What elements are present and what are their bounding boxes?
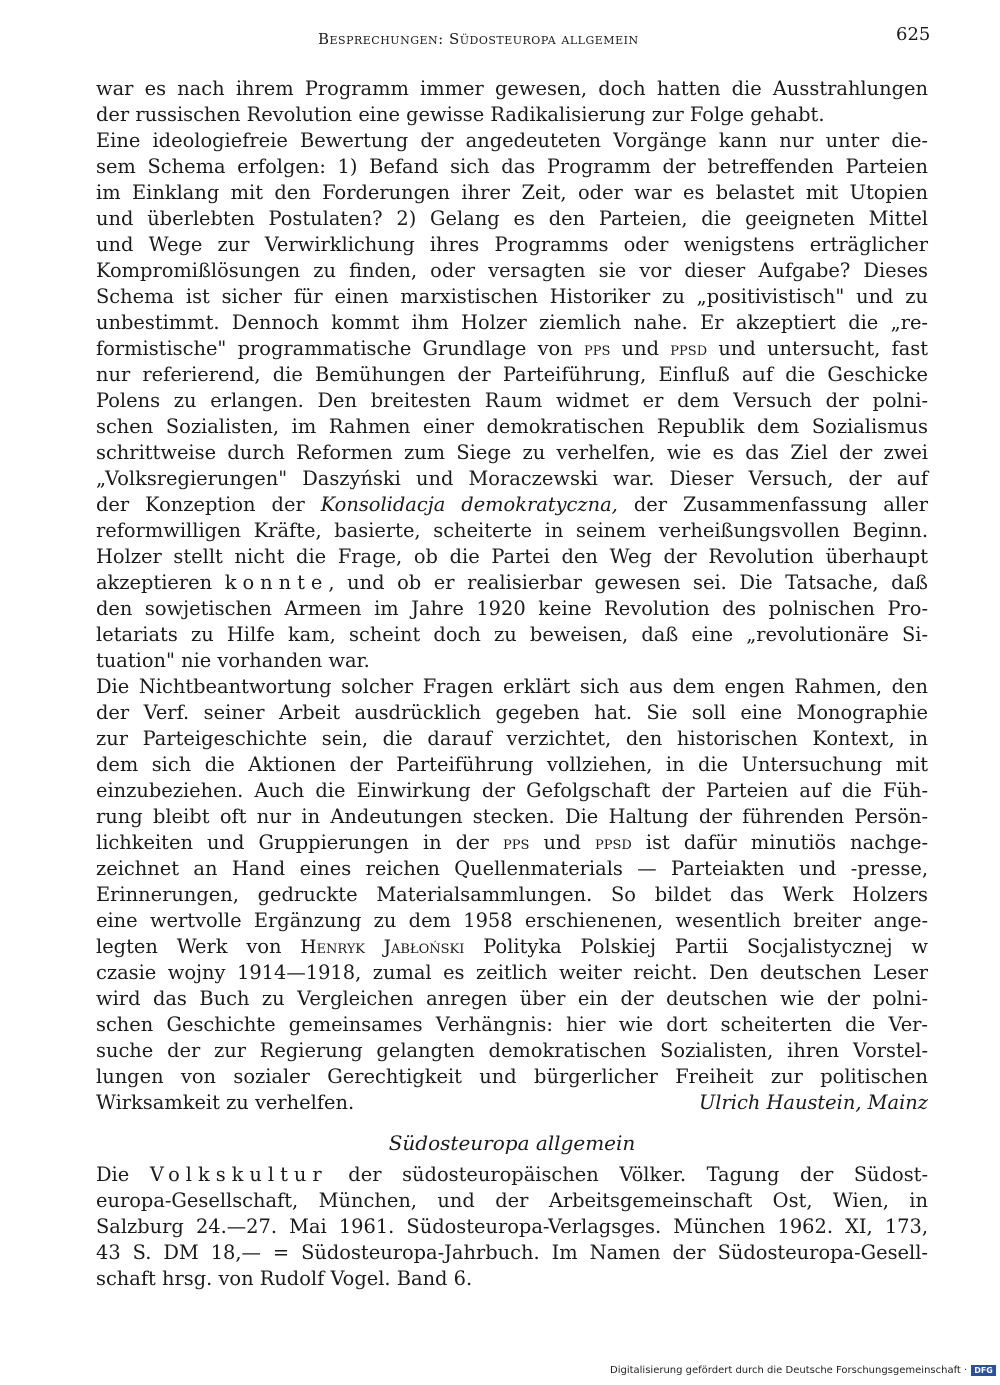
reviewer-signature: Ulrich Haustein, Mainz <box>698 1091 928 1114</box>
abbreviation-ppsd: ppsd <box>670 339 708 360</box>
text-fragment: Polityka Polskiej Partii Socjalistycznej w <box>464 935 928 958</box>
text-line: Wirksamkeit zu verhelfen. <box>96 1091 355 1114</box>
text-line: der russischen Revolution eine gewisse Radikalisierung zur Folge gehabt. <box>96 103 825 126</box>
text-line: zeichnet an Hand eines reichen Quellenmaterials — Parteiakten und -presse, <box>96 857 928 880</box>
text-fragment: der Konzeption der <box>96 493 321 516</box>
text-fragment: der Zusammenfassung aller <box>617 493 928 516</box>
paragraph-4 <box>96 1162 928 1292</box>
text-fragment: ist dafür minutiös nachge- <box>631 831 928 854</box>
abbreviation-ppsd: ppsd <box>594 833 632 854</box>
text-line: schrittweise durch Reformen zum Siege zu verhelfen, wie es das Ziel der zwei <box>96 441 928 464</box>
text-line: suche der zur Regierung gelangten demokratischen Sozialisten, ihren Vorstel- <box>96 1039 928 1062</box>
paragraph-3 <box>96 674 928 1116</box>
text-fragment: und untersucht, fast <box>707 337 929 360</box>
text-line: tuation" nie vorhanden war. <box>96 649 370 672</box>
text-fragment: der südosteuropäischen Völker. Tagung der Südost- <box>327 1163 929 1186</box>
text-line: reformwilligen Kräfte, basierte, scheiterte in seinem verheißungsvollen Beginn. <box>96 519 928 542</box>
text-line: und überlebten Postulaten? 2) Gelang es den Parteien, die geeigneten Mittel <box>96 207 928 230</box>
text-line: dem sich die Aktionen der Parteiführung vollziehen, in die Untersuchung mit <box>96 753 928 776</box>
page-header <box>0 24 1000 54</box>
text-line: Die Nichtbeantwortung solcher Fragen erklärt sich aus dem engen Rahmen, den <box>96 675 928 698</box>
text-line: Holzer stellt nicht die Frage, ob die Partei den Weg der Revolution überhaupt <box>96 545 928 568</box>
text-line: Salzburg 24.—27. Mai 1961. Südosteuropa-Verlagsges. München 1962. XI, 173, <box>96 1215 928 1238</box>
text-line <box>96 934 928 960</box>
text-line: schen Sozialisten, im Rahmen einer demokratischen Republik dem Sozialismus <box>96 415 928 438</box>
text-line <box>96 1162 928 1188</box>
text-line: 43 S. DM 18,— = Südosteuropa-Jahrbuch. Im Namen der Südosteuropa-Gesell- <box>96 1241 928 1264</box>
text-line: schaft hrsg. von Rudolf Vogel. Band 6. <box>96 1267 473 1290</box>
text-fragment: , und ob er realisierbar gewesen sei. Die Tatsache, daß <box>328 571 929 594</box>
text-line <box>96 570 928 596</box>
footer-text: Digitalisierung gefördert durch die Deutsche Forschungsgemeinschaft · <box>610 1365 968 1376</box>
signature-line <box>96 1090 928 1116</box>
text-line <box>96 336 928 362</box>
text-line: Polens zu erlangen. Den breitesten Raum widmet er dem Versuch der polni- <box>96 389 928 412</box>
text-line: einzubeziehen. Auch die Einwirkung der Gefolgschaft der Parteien auf die Füh- <box>96 779 928 802</box>
text-line: schen Geschichte gemeinsames Verhängnis: hier wie dort scheiterten die Ver- <box>96 1013 928 1036</box>
text-fragment: und <box>529 831 595 854</box>
text-fragment: legten Werk von <box>96 935 301 958</box>
running-head: Besprechungen: Südosteuropa allgemein <box>318 30 639 48</box>
text-line: und Wege zur Verwirklichung ihres Programms oder wenigstens erträglicher <box>96 233 928 256</box>
article-body <box>96 76 928 1292</box>
abbreviation-pps: pps <box>583 339 611 360</box>
text-fragment: Die <box>96 1163 150 1186</box>
paragraph-2 <box>96 128 928 674</box>
text-line: rung bleibt oft nur in Andeutungen stecken. Die Haltung der führenden Persön- <box>96 805 928 828</box>
text-line: unbestimmt. Dennoch kommt ihm Holzer ziemlich nahe. Er akzeptiert die „re- <box>96 311 928 334</box>
text-line <box>96 830 928 856</box>
text-line: Eine ideologiefreie Bewertung der angedeuteten Vorgänge kann nur unter die- <box>96 129 928 152</box>
dfg-logo-icon: DFG <box>971 1365 996 1376</box>
text-line: Kompromißlösungen zu finden, oder versagten sie vor dieser Aufgabe? Dieses <box>96 259 928 282</box>
author-name: Henryk Jabłoński <box>300 937 465 958</box>
text-line: zur Parteigeschichte sein, die darauf verzichtet, den historischen Kontext, in <box>96 727 928 750</box>
text-line: „Volksregierungen" Daszyński und Moraczewski war. Dieser Versuch, der auf <box>96 467 928 490</box>
spaced-emphasis: konnte <box>224 571 329 594</box>
text-line <box>96 492 928 518</box>
text-line: wird das Buch zu Vergleichen anregen über ein der deutschen wie der polni- <box>96 987 928 1010</box>
text-line: war es nach ihrem Programm immer gewesen, doch hatten die Ausstrahlungen <box>96 77 928 100</box>
text-line: europa-Gesellschaft, München, und der Arbeitsgemeinschaft Ost, Wien, in <box>96 1189 928 1212</box>
text-fragment: und <box>610 337 671 360</box>
text-line: sem Schema erfolgen: 1) Befand sich das Programm der betreffenden Parteien <box>96 155 928 178</box>
text-line: eine wertvolle Ergänzung zu dem 1958 erschienenen, wesentlich breiter ange- <box>96 909 928 932</box>
section-title: Südosteuropa allgemein <box>388 1131 636 1155</box>
text-line: Schema ist sicher für einen marxistischen Historiker zu „positivistisch" und zu <box>96 285 928 308</box>
page-number: 625 <box>896 24 931 45</box>
text-line: czasie wojny 1914—1918, zumal es zeitlich weiter reicht. Den deutschen Leser <box>96 961 928 984</box>
text-line: der Verf. seiner Arbeit ausdrücklich gegeben hat. Sie soll eine Monographie <box>96 701 928 724</box>
text-line: Erinnerungen, gedruckte Materialsammlungen. So bildet das Werk Holzers <box>96 883 928 906</box>
text-line: im Einklang mit den Forderungen ihrer Zeit, oder war es belastet mit Utopien <box>96 181 928 204</box>
text-line: letariats zu Hilfe kam, scheint doch zu beweisen, daß eine „revolutionäre Si- <box>96 623 928 646</box>
paragraph-1 <box>96 76 928 128</box>
abbreviation-pps: pps <box>502 833 530 854</box>
italic-title: Konsolidacja demokratyczna, <box>320 493 618 516</box>
digitization-footer <box>610 1365 996 1376</box>
text-line: den sowjetischen Armeen im Jahre 1920 keine Revolution des polnischen Pro- <box>96 597 928 620</box>
text-fragment: lichkeiten und Gruppierungen in der <box>96 831 503 854</box>
text-line: lungen von sozialer Gerechtigkeit und bürgerlicher Freiheit zur politischen <box>96 1065 928 1088</box>
text-line: nur referierend, die Bemühungen der Parteiführung, Einfluß auf die Geschicke <box>96 363 928 386</box>
text-fragment: akzeptieren <box>96 571 225 594</box>
spaced-emphasis: Volkskultur <box>149 1163 328 1186</box>
text-fragment: formistische" programmatische Grundlage von <box>96 337 584 360</box>
